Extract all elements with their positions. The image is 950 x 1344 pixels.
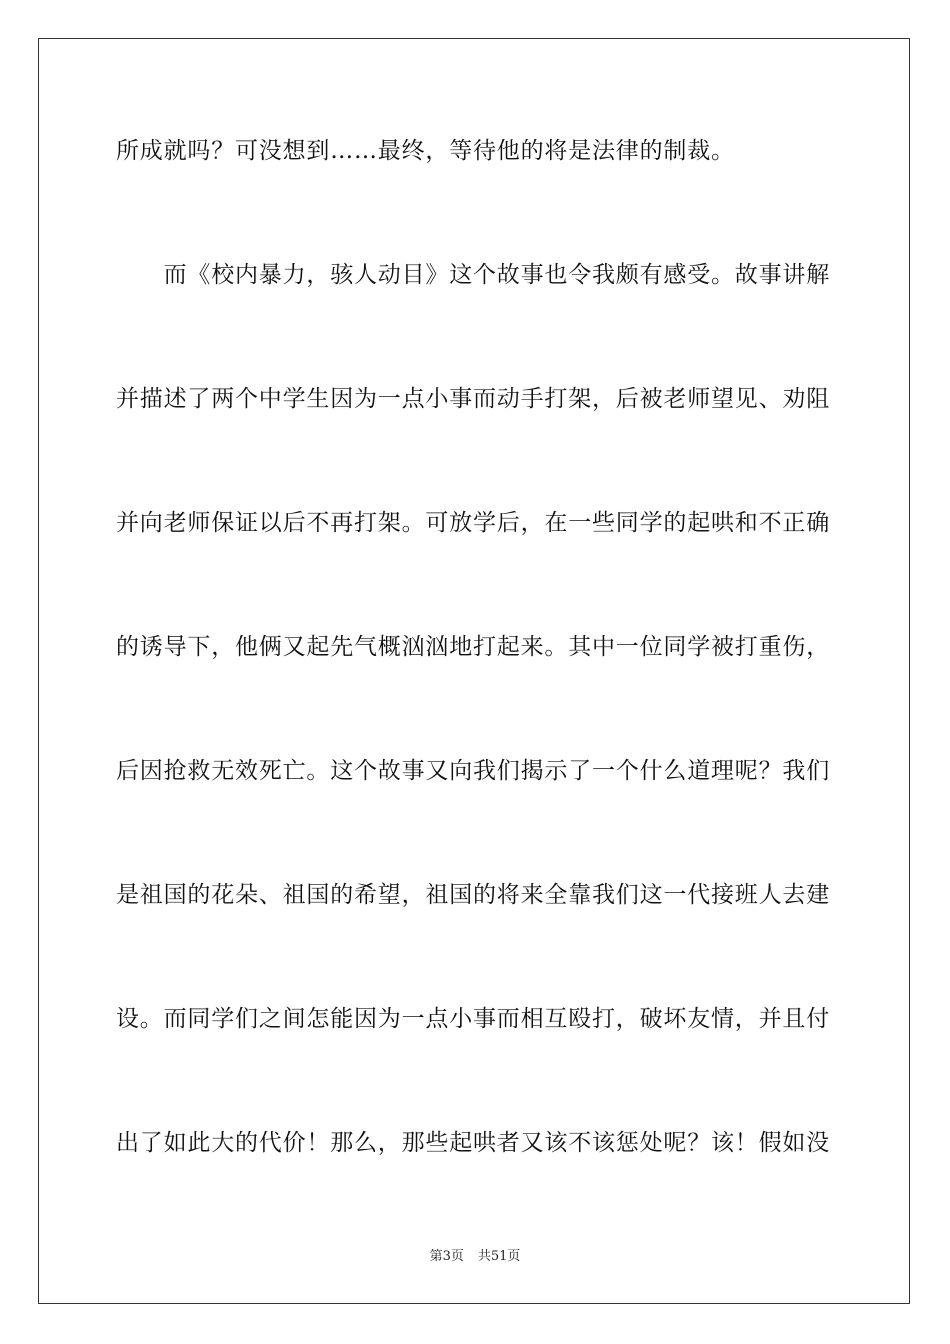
text-line-1: 所成就吗？可没想到……最终，等待他的将是法律的制裁。 <box>116 138 735 164</box>
text-line-5: 的诱导下，他俩又起先气概汹汹地打起来。其中一位同学被打重伤， <box>116 634 830 660</box>
text-line-3: 并描述了两个中学生因为一点小事而动手打架，后被老师望见、劝阻 <box>116 386 830 412</box>
page-total: 共51页 <box>477 1249 521 1264</box>
text-line-4: 并向老师保证以后不再打架。可放学后，在一些同学的起哄和不正确 <box>116 510 830 536</box>
page-border <box>38 38 910 1304</box>
page-number: 第3页 <box>429 1249 464 1264</box>
text-line-8: 设。而同学们之间怎能因为一点小事而相互殴打，破坏友情，并且付 <box>116 1006 830 1032</box>
text-line-7: 是祖国的花朵、祖国的希望，祖国的将来全靠我们这一代接班人去建 <box>116 882 830 908</box>
text-line-6: 后因抢救无效死亡。这个故事又向我们揭示了一个什么道理呢？我们 <box>116 758 830 784</box>
text-line-2: 而《校内暴力，骇人动目》这个故事也令我颇有感受。故事讲解 <box>116 262 830 288</box>
text-line-9: 出了如此大的代价！那么，那些起哄者又该不该惩处呢？该！假如没 <box>116 1130 830 1156</box>
page-footer <box>0 1248 950 1266</box>
